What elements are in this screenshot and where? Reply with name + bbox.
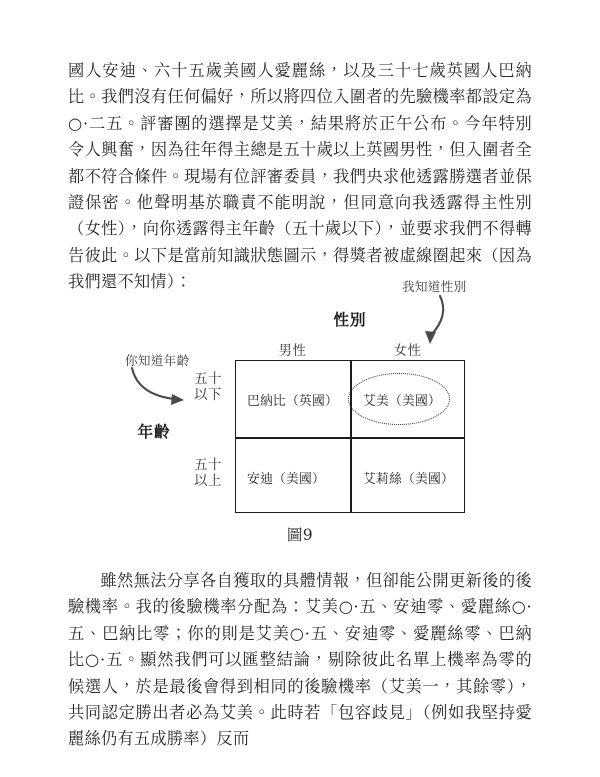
grid-cell-label: 艾美（美國） [363,393,441,409]
grid-cell-label: 艾莉絲（美國） [363,471,454,487]
figure-row-header-under-fifty-line2: 以下 [194,388,222,403]
grid-cell-male-under-fifty [236,361,350,437]
paragraph-bottom: 雖然無法分享各自獲取的具體情報，但卻能公開更新後的後驗機率。我的後驗機率分配為：艾美○·五、安迪零、愛麗絲○·五、巴納比零；你的則是艾美○·五、安迪零、愛麗絲零、巴納比○·五。顯然我們可以匯整結論，剔除彼此名單上機率為零的候選人，於是最後會得到相同的後驗機率（艾美一，其餘零），共同認定勝出者必為艾美。此時若「包容歧見」（例如我堅持愛麗絲仍有五成勝率）反而 [68,571,532,749]
paragraph-top-block [68,58,532,296]
figure-row-header-under-fifty-line1: 五十 [194,372,222,387]
grid-cell-female-over-fifty [352,439,466,515]
figure-grid [235,360,465,513]
figure-caption: 圖9 [286,526,314,544]
figure-row-axis-title: 年齡 [137,422,171,441]
annotation-age-known: 你知道年齡 [125,353,190,368]
figure-row-header-over-fifty-line1: 五十 [194,458,222,473]
figure-row-header-under-fifty [186,372,230,404]
figure-column-axis-title: 性別 [333,310,367,329]
grid-cell-female-under-fifty [352,361,466,437]
figure-row-header-over-fifty-line2: 以上 [194,474,222,489]
grid-cell-label: 巴納比（英國） [247,393,338,409]
figure-9 [0,268,600,558]
figure-column-header-male: 男性 [278,344,307,359]
paragraph-top: 國人安迪、六十五歲美國人愛麗絲，以及三十七歲英國人巴納比。我們沒有任何偏好，所以將四位入圍者的先驗機率都設定為○·二五。評審團的選擇是艾美，結果將於正午公布。今年特別令人興奮，因為往年得主總是五十歲以上英國男性，但入圍者全都不符合條件。現場有位評審委員，我們央求他透露勝選者並保證保密。他聲明基於職責不能明說，但同意向我透露得主性別（女性），向你透露得主年齡（五十歲以下），並要求我們不得轉告彼此。以下是當前知識狀態圖示，得獎者被虛線圈起來（因為我們還不知情）： [68,61,532,292]
grid-cell-male-over-fifty [236,439,350,515]
paragraph-bottom-block [68,568,532,753]
grid-cell-label: 安迪（美國） [247,471,325,487]
figure-column-header-female: 女性 [393,344,422,359]
figure-row-header-over-fifty [186,458,230,490]
arrow-gender-icon [404,292,464,350]
arrow-age-icon [126,366,192,410]
annotation-gender-known: 我知道性別 [402,279,467,294]
